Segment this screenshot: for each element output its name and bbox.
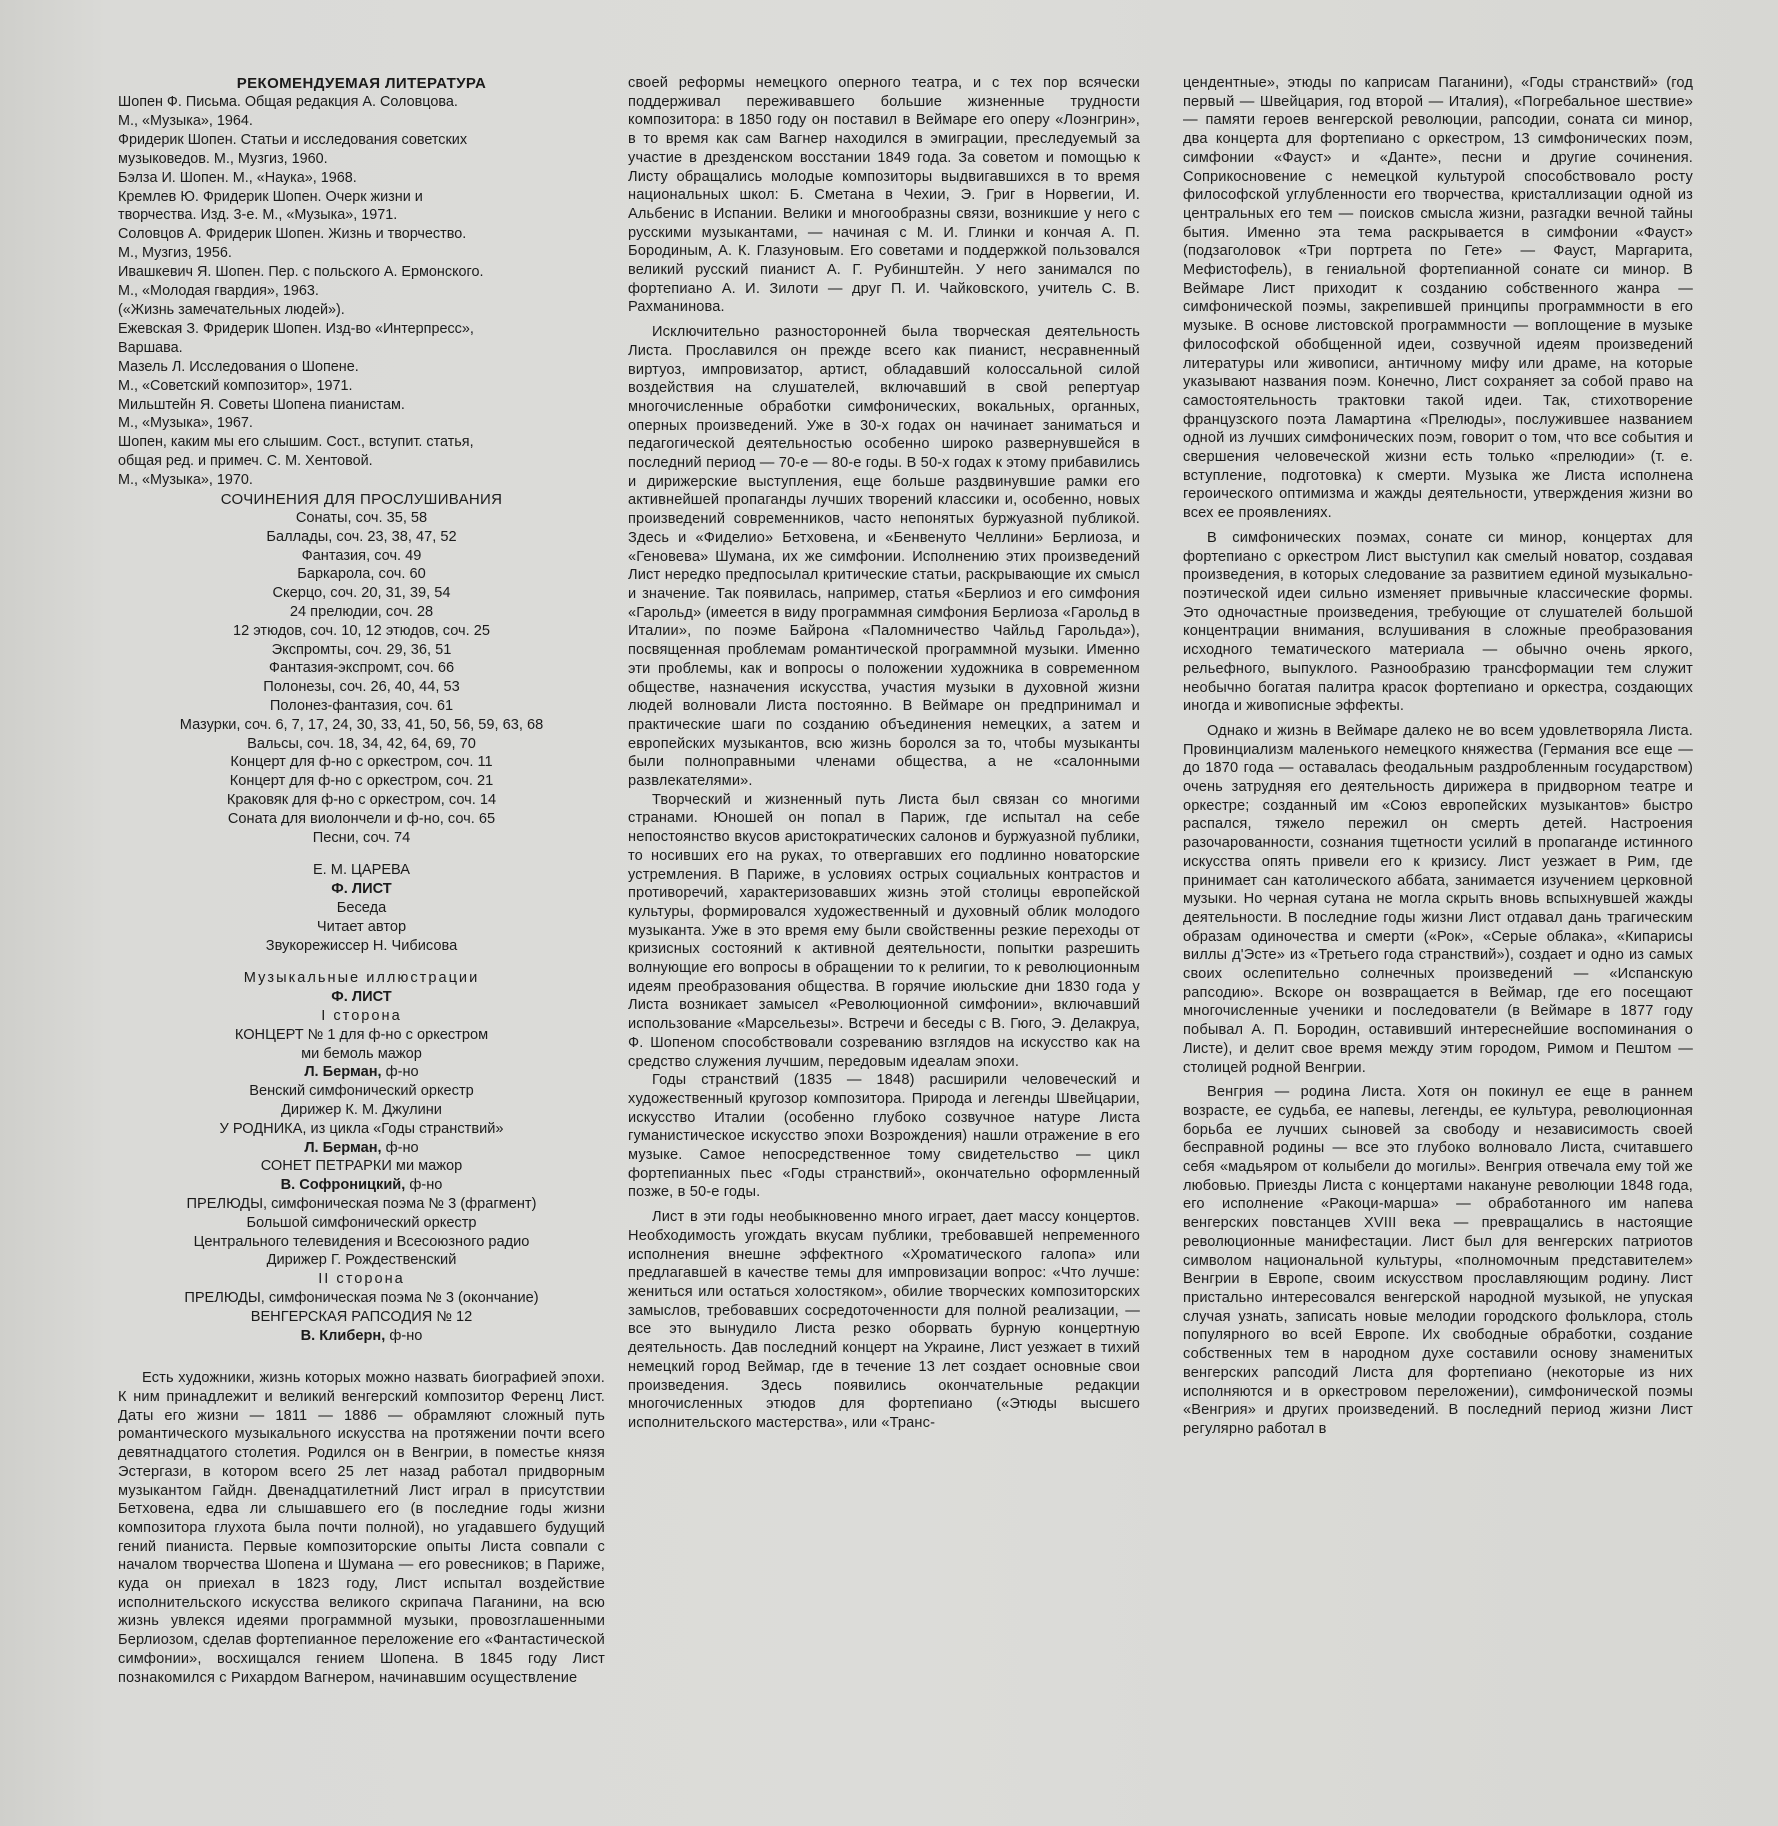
literature-line: («Жизнь замечательных людей»). [118,301,345,318]
essay-paragraph: В симфонических поэмах, сонате си минор, концертах для фортепиано с оркестром Лист выступил как смелый новатор, создавая произведения, в которых следование за развитием единой музыкально-поэтической идеи сильно изменяет привычные классические формы. Это одночастные произведения, требующие от слушателей большой концентрации внимания, вслушивания в сложные преобразования исходного тематического материала — обычно очень яркого, рельефного, выпуклого. Разнообразию трансформации тем служит необычно богатая палитра красок фортепиано и оркестра, создающих иногда и живописные эффекты. [1183,529,1693,715]
record-subtitle: Беседа [336,899,387,916]
track-line: СОНЕТ ПЕТРАРКИ ми мажор [260,1158,463,1175]
literature-heading: РЕКОМЕНДУЕМАЯ ЛИТЕРАТУРА [236,75,487,92]
performer-instrument: ф-но [385,1327,423,1344]
literature-list [118,93,605,490]
works-list [118,509,605,847]
work-line: Полонезы, соч. 26, 40, 44, 53 [263,679,460,696]
work-line: Фантазия, соч. 49 [301,547,422,564]
literature-line: Мазель Л. Исследования о Шопене. [118,358,359,375]
literature-line: музыковедов. М., Музгиз, 1960. [118,150,328,167]
performer-name: В. Софроницкий, [280,1177,406,1194]
work-line: Скерцо, соч. 20, 31, 39, 54 [272,585,451,602]
essay-paragraph: Венгрия — родина Листа. Хотя он покинул ее еще в раннем возрасте, ее судьба, ее напевы, легенды, ее культура, революционная борьба ее лучших сыновей за свободу и независимость своей бесправной родины — все это глубоко волновало Листа, считавшего себя «мадьяром от колыбели до могилы». Венгрия отвечала ему той же любовью. Приезды Листа с концертами накануне революции 1848 года, его исполнение «Ракоци-марша» — обработанного им напева венгерских повстанцев XVIII века — превращались в настоящие революционные манифестации. Лист был для венгерских патриотов символом национальной культуры, «полномочным представителем» Венгрии в Европе, своим искусством прославляющим родину. Лист пристально интересовался венгерской народной музыкой, не упуская случая узнать, записать новые мелодии городского фольклора, столь популярного во всей Европе. Их свободные обработки, создание собственных тем в народном духе составили основу знаменитых венгерских рапсодий Листа для фортепиано (некоторые из них исполняются и в оркестровом переложении), симфонической поэмы «Венгрия» и других произведений. В последний период жизни Лист регулярно работал в [1183,1084,1693,1437]
performer-name: Л. Берман, [304,1139,382,1156]
work-line: Концерт для ф-но с оркестром, соч. 11 [230,754,493,771]
literature-line: Шопен, каким мы его слышим. Сост., вступит. статья, [118,434,474,451]
reader-credit: Читает автор [316,918,407,935]
essay-paragraph: Годы странствий (1835 — 1848) расширили человеческий и художественный кругозор композитора. Природа и легенды Швейцарии, искусство Италии (особенно глубоко созвучное натуре Листа гуманистическое искусство эпохи Возрождения) нашли отражение в его музыке. Самое непосредственное тому свидетельство — цикл фортепианных пьес «Годы странствий», окончательно оформленный позже, в 50-е годы. [628,1072,1140,1201]
literature-line: М., Музгиз, 1956. [118,245,232,262]
literature-line: творчества. Изд. 3-е. М., «Музыка», 1971. [118,207,398,224]
track-line: Центрального телевидения и Всесоюзного радио [193,1233,530,1250]
track-line: ВЕНГЕРСКАЯ РАПСОДИЯ № 12 [250,1308,473,1325]
track-line: У РОДНИКА, из цикла «Годы странствий» [219,1120,504,1137]
work-line: Соната для виолончели и ф-но, соч. 65 [227,810,496,827]
essay-paragraph: Творческий и жизненный путь Листа был связан со многими странами. Юношей он попал в Париж, где испытал на себе непостоянство вкусов аристократических салонов и буржуазной публики, то носивших его на руках, то отвергавших его подлинно новаторские устремления. В Париже, в условиях острых социальных контрастов и противоречий, характеризовавших жизнь этой столицы европейской культуры, формировался художественный и духовный облик молодого музыканта. Уже в это время ему были свойственны резкие переходы от кризисных состояний к активной деятельности, попытки разрешить волнующие его вопросы в обращении то к религии, то к революционным идеям преобразования общества. В горячие июльские дни 1830 года у Листа возникает замысел «Революционной симфонии», включавший использование «Марсельезы». Встречи и беседы с В. Гюго, Э. Делакруа, Ф. Шопеном способствовали созреванию взглядов на искусство как на средство служения лучшим, передовым идеалам эпохи. [628,791,1140,1070]
essay-paragraph: Однако и жизнь в Веймаре далеко не во всем удовлетворяла Листа. Провинциализм маленького немецкого княжества (Германия все еще — до 1870 года — оставалась феодальным раздробленным государством) очень затрудняя его деятельность дирижера в придворном театре и оркестре; созданный им «Союз европейских музыкантов» быстро распался, тяжело пережил он смерть детей. Настроения разочарованности, сознания тщетности усилий в пропаганде истинного искусства опять привели его к кризису. Лист уезжает в Рим, где принимает сан католического аббата, занимается изучением церковной музыки. Но черная сутана не могла скрыть вновь вспыхнувшей жажды деятельности. В последние годы жизни Лист отдавал дань трагическим образам одиночества и смерти («Рок», «Серые облака», «Кипарисы виллы д'Эсте» из «Третьего года странствий»), создает и одно из самых своих ослепительно солнечных произведений — «Испанскую рапсодию». Вскоре он возвращается в Веймар, где его посещают многочисленные ученики и последователи (в Веймаре в 1877 году побывал А. П. Бородин, оставивший интереснейшие воспоминания о Листе), и делит свое время между этим городом, Римом и Пештом — столицей родной Венгрии. [1183,722,1693,1076]
track-line: ПРЕЛЮДЫ, симфоническая поэма № 3 (окончание) [184,1289,539,1306]
literature-line: Кремлев Ю. Фридерик Шопен. Очерк жизни и [118,188,423,205]
literature-line: Мильштейн Я. Советы Шопена пианистам. [118,396,405,413]
work-line: Концерт для ф-но с оркестром, соч. 21 [229,773,494,790]
column-middle [628,74,1140,1433]
work-line: Полонез-фантазия, соч. 61 [269,698,454,714]
literature-line: М., «Музыка», 1970. [118,472,253,489]
performer-instrument: ф-но [405,1177,443,1194]
performer-name: В. Клиберн, [300,1327,386,1344]
track-line: Венский симфонический оркестр [249,1083,474,1100]
work-line: 24 прелюдии, соч. 28 [289,604,434,621]
performer-line [118,1139,605,1158]
literature-line: Бэлза И. Шопен. М., «Наука», 1968. [118,169,357,186]
track-line: ми бемоль мажор [301,1045,422,1062]
track-line: Большой симфонический оркестр [246,1214,477,1231]
literature-line: М., «Молодая гвардия», 1963. [118,283,319,300]
essay-paragraph: Лист в эти годы необыкновенно много играет, дает массу концертов. Необходимость угождать вкусам публики, требовавшей непременного исполнения внешне эффектного «Хроматического галопа» или предлагавшей в качестве темы для импровизации вопрос: «Что лучше: жениться или остаться холостяком», обилие творческих композиторских замыслов, требовавших сосредоточенности для полной реализации, — все это вынудило Листа резко оборвать бурную концертную деятельность. Дав последний концерт на Украине, Лист уезжает в тихий немецкий город Веймар, где в течение 13 лет создает основные свои произведения. Здесь появились окончательные редакции многочисленных этюдов для фортепиано («Этюды высшего исполнительского мастерства», или «Транс- [628,1209,1140,1431]
literature-line: Варшава. [118,339,183,356]
work-line: 12 этюдов, соч. 10, 12 этюдов, соч. 25 [233,622,490,639]
essay-paragraph: Исключительно разносторонней была творческая деятельность Листа. Прославился он прежде всего как пианист, несравненный виртуоз, импровизатор, артист, обладавший колоссальной силой воздействия на слушателей, включавший в свой репертуар многочисленные обработки симфонических, вокальных, органных, оперных произведений. Уже в 30-х годах он начинает заниматься и педагогической деятельностью особенно широко развернувшейся в последний период — 70-е — 80-е годы. В 50-х годах к этому прибавились и дирижерские выступления, еще больше раздвинувшие рамки его активнейшей пропаганды лучших творений классики и, особенно, новых произведений современников, часто непонятых буржуазной публикой. Здесь и «Фиделио» Бетховена, и «Бенвенуто Челлини» Берлиоза, и «Геновева» Шумана, их же симфонии. Исполнению этих произведений Лист нередко предпосылал критические статьи, раскрывающие их смысл и значение. Так появилась, например, статья «Берлиоз и его симфония «Гарольд» (имеется в виду программная симфония Берлиоза «Гарольд в Италии», по поэме Байрона «Паломничество Чайльд Гарольда»), посвященная проблемам романтической программной музыки. Именно эти проблемы, как и вопросы о положении художника в современном обществе, назначения искусства, участия музыки в духовной жизни людей волновали Листа постоянно. В Веймаре он предпринимал и практические шаги по созданию объединения немецких, а затем и европейских музыкантов, всю жизнь боролся за то, чтобы музыканты были полноправными членами общества, а не «салонными развлекателями». [628,324,1140,790]
column-left [118,74,605,1687]
work-line: Фантазия-экспромт, соч. 66 [268,660,455,677]
literature-line: Шопен Ф. Письма. Общая редакция А. Соловцова. [118,94,458,110]
side-one-label: I сторона [321,1007,402,1024]
track-line: Дирижер Г. Рождественский [266,1252,457,1269]
literature-line: Соловцов А. Фридерик Шопен. Жизнь и творчество. [118,226,467,243]
literature-line: Ивашкевич Я. Шопен. Пер. с польского А. Ермонского. [118,264,484,281]
performer-line [118,1063,605,1082]
work-line: Вальсы, соч. 18, 34, 42, 64, 69, 70 [247,735,476,752]
work-line: Баркарола, соч. 60 [297,566,426,583]
illustrations-heading: Музыкальные иллюстрации [243,970,480,987]
performer-name: Л. Берман, [304,1064,382,1081]
work-line: Сонаты, соч. 35, 58 [295,510,428,527]
work-line: Экспромты, соч. 29, 36, 51 [271,641,452,658]
performer-instrument: ф-но [381,1139,419,1156]
work-line: Мазурки, соч. 6, 7, 17, 24, 30, 33, 41, 50, 56, 59, 63, 68 [179,716,544,733]
track-line: КОНЦЕРТ № 1 для ф-но с оркестром [234,1026,489,1043]
author-name: Е. М. ЦАРЕВА [312,862,411,879]
essay-paragraph: своей реформы немецкого оперного театра, и с тех пор всячески поддерживал переживавшего большие жизненные трудности композитора: в 1850 году он поставил в Веймаре его оперу «Лоэнгрин», в то время как сам Вагнер находился в эмиграции, преследуемый за участие в дрезденском восстании 1849 года. За советом и помощью к Листу обращались молодые композиторы выдвигавшихся в то время национальных школ: Б. Сметана в Чехии, Э. Григ в Норвегии, И. Альбенис в Испании. Велики и многообразны связи, возникшие у него с русскими музыкантами, — начиная с М. И. Глинки и кончая А. П. Бородиным, А. К. Глазуновым. Его советами и поддержкой пользовался великий русский пианист А. Г. Рубинштейн. У него занимался по фортепиано А. И. Зилоти — друг П. И. Чайковского, учитель С. В. Рахманинова. [628,75,1140,316]
literature-line: Фридерик Шопен. Статьи и исследования советских [118,131,468,148]
work-line: Баллады, соч. 23, 38, 47, 52 [266,528,457,545]
performer-line [118,1327,605,1346]
work-line: Песни, соч. 74 [312,829,411,846]
column-right [1183,74,1693,1439]
literature-line: общая ред. и примеч. С. М. Хентовой. [118,453,373,470]
essay-paragraph: цендентные», этюды по каприсам Паганини), «Годы странствий» (год первый — Швейцария, год второй — Италия), «Погребальное шествие» — памяти героев венгерской революции, рапсодии, соната си минор, два концерта для фортепиано с оркестром, 13 симфонических поэм, симфонии «Фауст» и «Данте», песни и другие сочинения. Соприкосновение с немецкой культурой способствовало росту философской углубленности его творчества, кристаллизации одной из центральных его тем — поисков смысла жизни, разгадки вечной тайны бытия. Именно эта тема раскрывается в симфонии «Фауст» (подзаголовок «Три портрета по Гете» — Фауст, Маргарита, Мефистофель), в гениальной фортепианной сонате си минор. В Веймаре Лист приходит к созданию собственного жанра — симфонической поэмы, закрепившей принципы программности в его музыке. В основе листовской программности — воплощение в музыке философской обобщенной идеи, созвучной идеям произведений литературы или живописи, античному мифу или драме, на которые указывают названия поэм. Конечно, Лист сохраняет за собой право на самостоятельность трактовки такой идеи. Так, стихотворение французского поэта Ламартина «Прелюды», послужившее названием одной из лучших симфонических поэм, говорит о том, что все события и свершения человеческой жизни есть только «прелюдии» (т. е. вступление, подготовка) к смерти. Музыка же Листа исполнена героического оптимизма и жажды деятельности, утверждения жизни во всех ее проявлениях. [1183,75,1693,522]
literature-line: М., «Музыка», 1967. [118,415,253,432]
literature-line: М., «Музыка», 1964. [118,112,253,129]
side-two-label: II сторона [318,1271,405,1288]
engineer-credit: Звукорежиссер Н. Чибисова [265,937,458,954]
performer-instrument: ф-но [381,1064,419,1081]
essay-paragraph: Есть художники, жизнь которых можно назвать биографией эпохи. К ним принадлежит и великий венгерский композитор Ференц Лист. Даты его жизни — 1811 — 1886 — обрамляют сложный путь романтического музыкального искусства на протяжении почти всего девятнадцатого столетия. Родился он в Венгрии, в поместье князя Эстергази, в котором всего 25 лет назад работал придворным музыкантом Гайдн. Двенадцатилетний Лист играл в присутствии Бетховена, едва ли слышавшего его (в последние годы жизни композитора глухота была почти полной), но угадавшего будущий гений пианиста. Первые композиторские опыты Листа совпали с началом творчества Шопена и Шумана — его ровесников; в Париже, куда он приехал в 1823 году, Лист испытал воздействие исполнительского искусства великого скрипача Паганини, на всю жизнь увлекся идеями программной музыки, провозглашенными Берлиозом, сделав фортепианное переложение его «Фантастической симфонии», восхищался гением Шопена. В 1845 году Лист познакомился с Рихардом Вагнером, начинавшим осуществление [118,1370,605,1686]
composer-name: Ф. ЛИСТ [331,989,392,1006]
literature-line: Ежевская З. Фридерик Шопен. Изд-во «Интерпресс», [118,320,474,337]
works-heading: СОЧИНЕНИЯ ДЛЯ ПРОСЛУШИВАНИЯ [220,491,503,509]
track-line: Дирижер К. М. Джулини [281,1101,442,1118]
record-title: Ф. ЛИСТ [331,881,392,898]
track-line: ПРЕЛЮДЫ, симфоническая поэма № 3 (фрагмент) [186,1195,537,1212]
performer-line [118,1176,605,1195]
work-line: Краковяк для ф-но с оркестром, соч. 14 [226,791,497,808]
literature-line: М., «Советский композитор», 1971. [118,377,353,394]
